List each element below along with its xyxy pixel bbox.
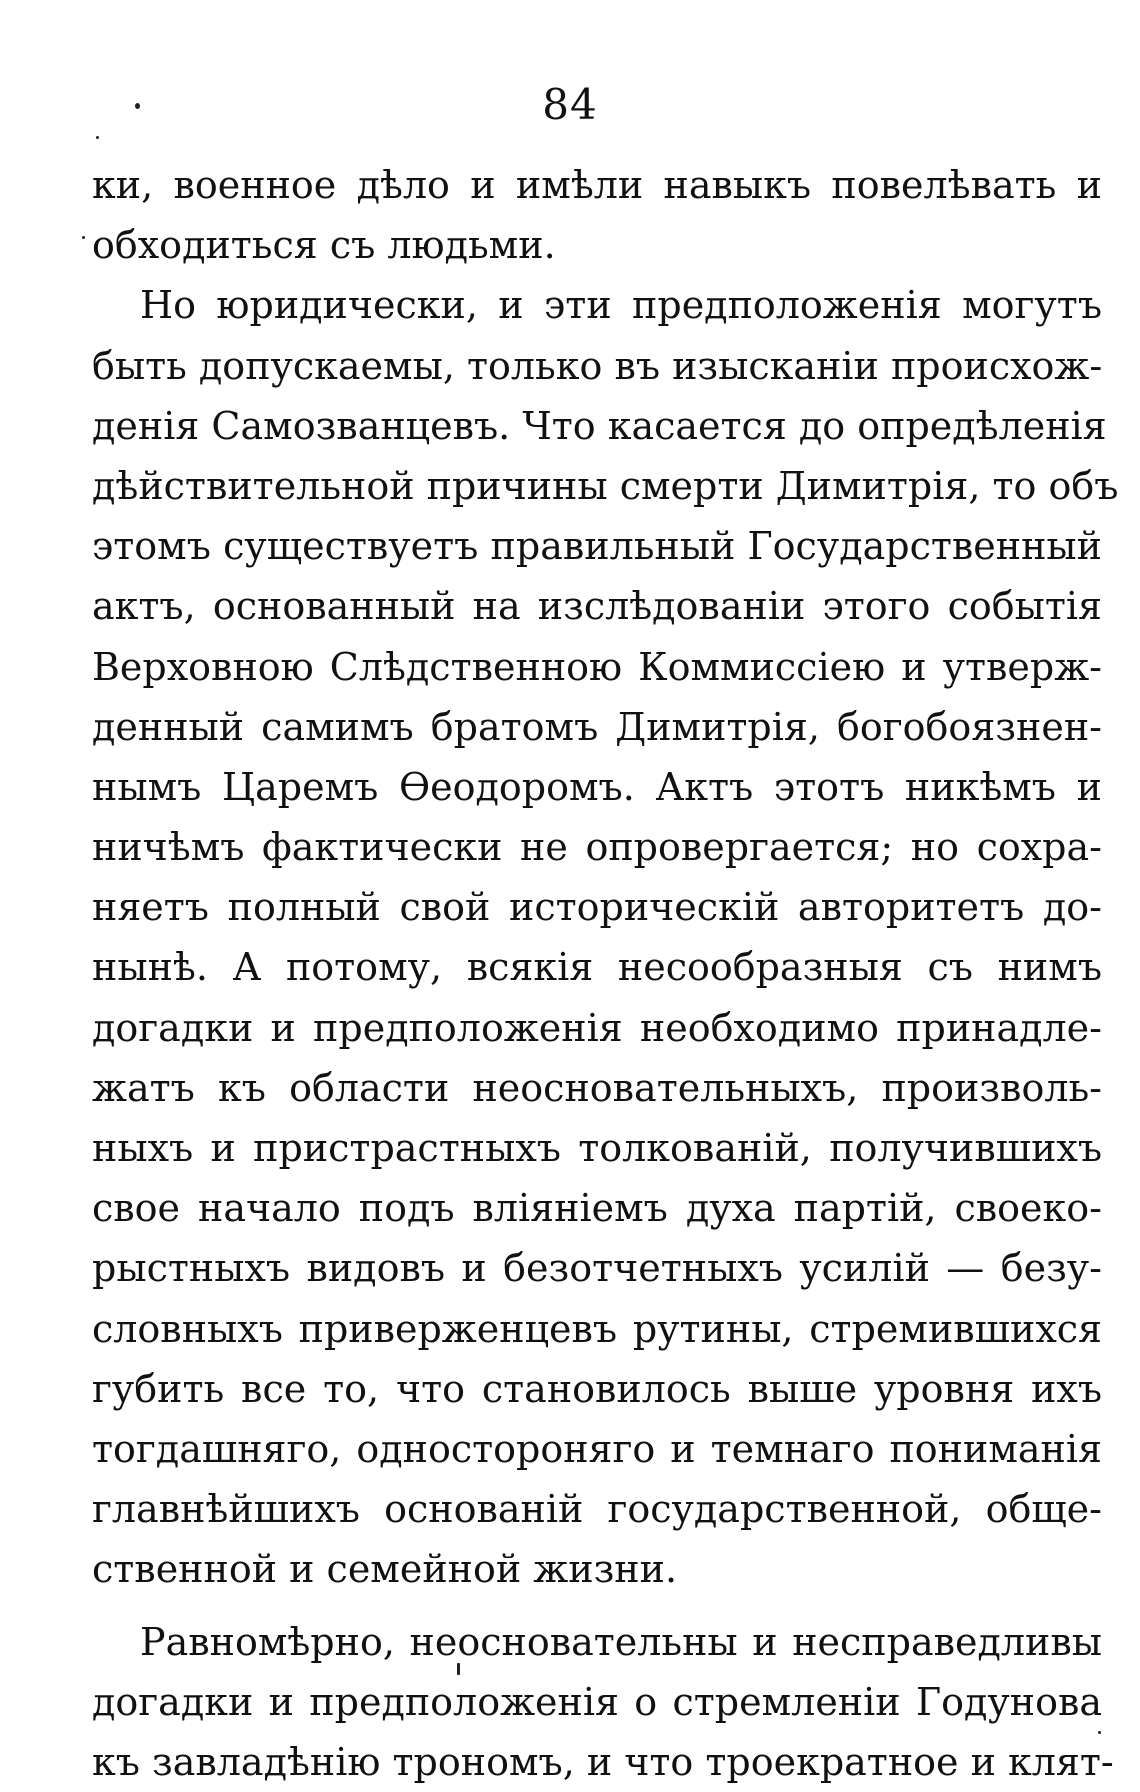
text-line: дѣйствительной причины смерти Димитрія, то объ xyxy=(92,463,1119,508)
text-line: актъ, основанный на изслѣдованіи этого событія xyxy=(92,584,1102,629)
text-line: Но юридически, и эти предположенія могутъ xyxy=(140,283,1102,328)
text-line: догадки и предположенія о стремленіи Годунова xyxy=(92,1679,1102,1724)
text-line: денія Самозванцевъ. Что касается до опредѣленія xyxy=(92,403,1107,448)
text-line: главнѣйшихъ основаній государственной, обще- xyxy=(92,1487,1102,1532)
scan-speck xyxy=(135,103,140,109)
text-line: тогдашняго, одностороняго и темнаго пониманія xyxy=(92,1426,1102,1471)
text-line: рыстныхъ видовъ и безотчетныхъ усилій — безу- xyxy=(92,1246,1102,1291)
text-line: обходиться съ людьми. xyxy=(92,223,556,268)
text-line: ныхъ и пристрастныхъ толкованій, получившихъ xyxy=(92,1126,1102,1170)
text-line: нымъ Царемъ Ѳеодоромъ. Актъ этотъ никѣмъ и xyxy=(92,764,1102,809)
text-line: догадки и предположенія необходимо принадле- xyxy=(92,1005,1102,1050)
text-line: денный самимъ братомъ Димитрія, богобоязнен- xyxy=(92,704,1102,749)
scan-speck xyxy=(457,1663,460,1675)
text-line: жатъ къ области неосновательныхъ, произволь- xyxy=(92,1065,1102,1110)
body-text xyxy=(92,155,1119,1792)
text-line: ничѣмъ фактически не опровергается; но сохра- xyxy=(92,825,1102,870)
text-line: этомъ существуетъ правильный Государственный xyxy=(92,524,1102,569)
text-line: ки, военное дѣло и имѣли навыкъ повелѣвать и xyxy=(92,163,1102,207)
text-line: нынѣ. А потому, всякія несообразныя съ нимъ xyxy=(92,945,1102,990)
scan-speck xyxy=(82,236,85,239)
text-line: Равномѣрно, неосновательны и несправедливы xyxy=(140,1619,1102,1664)
text-line: быть допускаемы, только въ изысканіи происхож- xyxy=(92,343,1103,388)
text-line: няетъ полный свой историческій авторитетъ до- xyxy=(92,885,1102,930)
page-number: 84 xyxy=(542,80,598,129)
text-line: ственной и семейной жизни. xyxy=(92,1547,678,1592)
text-line: Верховною Слѣдственною Коммиссіею и утверж- xyxy=(92,644,1102,689)
text-line: свое начало подъ вліяніемъ духа партій, своеко- xyxy=(92,1186,1102,1231)
scan-speck xyxy=(1098,1731,1101,1734)
text-line: къ завладѣнію трономъ, и что троекратное и клят- xyxy=(92,1739,1114,1784)
scan-speck xyxy=(96,136,99,139)
text-line: словныхъ приверженцевъ рутины, стремившихся xyxy=(92,1306,1102,1351)
text-line: губить все то, что становилось выше уровня ихъ xyxy=(92,1366,1102,1411)
